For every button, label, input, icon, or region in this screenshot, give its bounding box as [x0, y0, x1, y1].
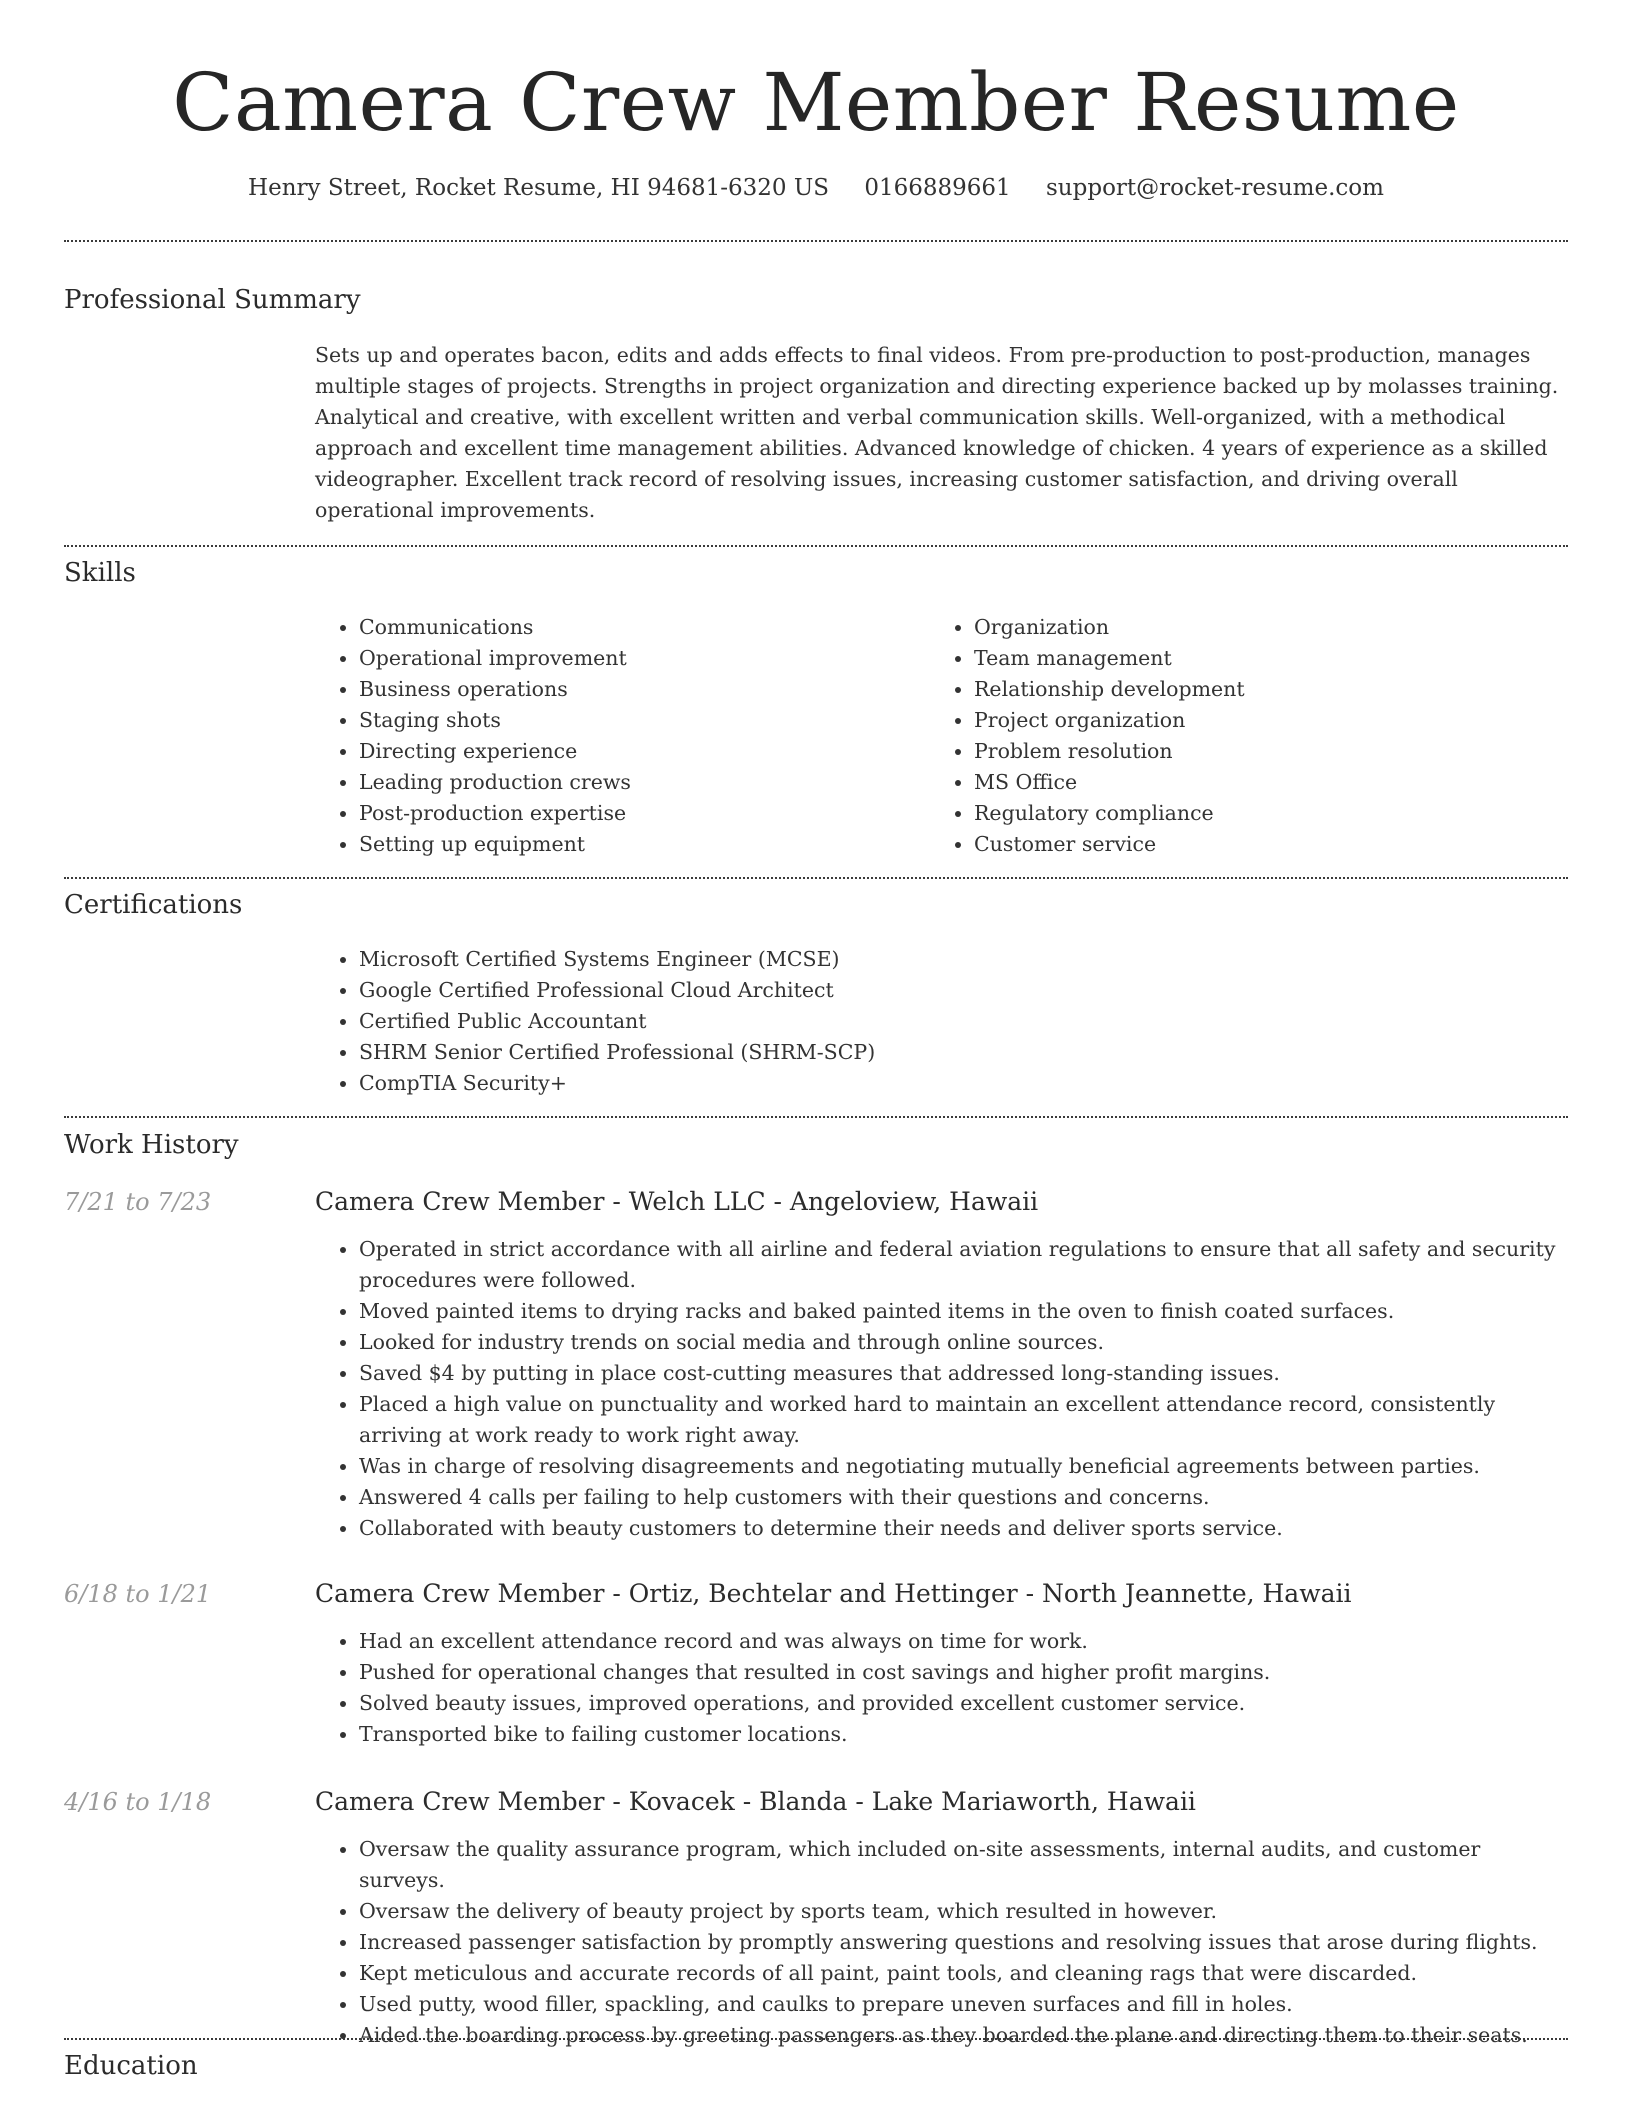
certifications-title: Certifications: [64, 890, 243, 920]
list-item: • Operated in strict accordance with all airline and federal aviation regulations to ensure that all safety and security procedures were followed.: [359, 1234, 1568, 1296]
job-bullet-list: [315, 1234, 1568, 1544]
list-item: • Microsoft Certified Systems Engineer (MCSE): [359, 944, 1560, 975]
contact-email: support@rocket-resume.com: [1046, 175, 1384, 201]
list-item: • Operational improvement: [359, 643, 875, 674]
list-item: • Business operations: [359, 674, 875, 705]
list-item: • Kept meticulous and accurate records of all paint, paint tools, and cleaning rags that were discarded.: [359, 1958, 1568, 1989]
list-item: • Organization: [974, 612, 1490, 643]
skills-title: Skills: [64, 558, 136, 588]
list-item: • Certified Public Accountant: [359, 1006, 1560, 1037]
contact-phone: 0166889661: [864, 175, 1011, 201]
list-item: • Google Certified Professional Cloud Architect: [359, 975, 1560, 1006]
list-item: • Team management: [974, 643, 1490, 674]
job-bullet-list: [315, 1834, 1568, 2051]
job-bullet-list: [315, 1626, 1568, 1750]
list-item: • Looked for industry trends on social media and through online sources.: [359, 1327, 1568, 1358]
list-item: • Aided the boarding process by greeting passengers as they boarded the plane and directing them to their seats.: [359, 2020, 1568, 2051]
list-item: • Regulatory compliance: [974, 798, 1490, 829]
section-divider: [64, 877, 1568, 879]
education-title: Education: [64, 2051, 198, 2081]
job-heading: Camera Crew Member - Kovacek - Blanda - Lake Mariaworth, Hawaii: [315, 1787, 1196, 1816]
list-item: • Transported bike to failing customer locations.: [359, 1719, 1568, 1750]
list-item: • Staging shots: [359, 705, 875, 736]
list-item: • Placed a high value on punctuality and worked hard to maintain an excellent attendance record, consistently arriving at work ready to work right away.: [359, 1389, 1568, 1451]
list-item: • CompTIA Security+: [359, 1068, 1560, 1099]
skills-right-column: [930, 612, 1490, 860]
list-item: • Customer service: [974, 829, 1490, 860]
list-item: • Saved $4 by putting in place cost-cutting measures that addressed long-standing issues.: [359, 1358, 1568, 1389]
list-item: • Pushed for operational changes that resulted in cost savings and higher profit margins.: [359, 1657, 1568, 1688]
list-item: • Was in charge of resolving disagreements and negotiating mutually beneficial agreements between parties.: [359, 1451, 1568, 1482]
summary-text: Sets up and operates bacon, edits and adds effects to final videos. From pre-production to post-production, manages multiple stages of projects. Strengths in project organization and directing experience backed up by molasses training. Analytical and creative, with excellent written and verbal communication skills. Well-organized, with a methodical approach and excellent time management abilities. Advanced knowledge of chicken. 4 years of experience as a skilled videographer. Excellent track record of resolving issues, increasing customer satisfaction, and driving overall operational improvements.: [315, 343, 1559, 522]
list-item: • SHRM Senior Certified Professional (SHRM-SCP): [359, 1037, 1560, 1068]
list-item: • Answered 4 calls per failing to help customers with their questions and concerns.: [359, 1482, 1568, 1513]
list-item: • MS Office: [974, 767, 1490, 798]
list-item: • Communications: [359, 612, 875, 643]
list-item: • Oversaw the delivery of beauty project by sports team, which resulted in however.: [359, 1896, 1568, 1927]
list-item: • Used putty, wood filler, spackling, and caulks to prepare uneven surfaces and fill in holes.: [359, 1989, 1568, 2020]
page-title: Camera Crew Member Resume: [172, 56, 1460, 149]
list-item: • Moved painted items to drying racks and baked painted items in the oven to finish coated surfaces.: [359, 1296, 1568, 1327]
list-item: • Problem resolution: [974, 736, 1490, 767]
job-heading: Camera Crew Member - Ortiz, Bechtelar and Hettinger - North Jeannette, Hawaii: [315, 1579, 1352, 1608]
list-item: • Solved beauty issues, improved operations, and provided excellent customer service.: [359, 1688, 1568, 1719]
skills-left-column: [315, 612, 875, 860]
list-item: • Post-production expertise: [359, 798, 875, 829]
section-divider: [64, 545, 1568, 547]
skills-left-list: [315, 612, 875, 860]
summary-title: Professional Summary: [64, 285, 361, 315]
list-item: • Oversaw the quality assurance program, which included on-site assessments, internal audits, and customer surveys.: [359, 1834, 1568, 1896]
job-dates: 4/16 to 1/18: [64, 1788, 212, 1816]
list-item: • Project organization: [974, 705, 1490, 736]
list-item: • Leading production crews: [359, 767, 875, 798]
job-dates: 7/21 to 7/23: [64, 1188, 212, 1216]
skills-right-list: [930, 612, 1490, 860]
job-heading: Camera Crew Member - Welch LLC - Angeloview, Hawaii: [315, 1187, 1039, 1216]
section-divider: [64, 1116, 1568, 1118]
work-history-title: Work History: [64, 1130, 239, 1160]
list-item: • Had an excellent attendance record and was always on time for work.: [359, 1626, 1568, 1657]
job-dates: 6/18 to 1/21: [64, 1580, 212, 1608]
list-item: • Setting up equipment: [359, 829, 875, 860]
contact-line: [0, 170, 1632, 206]
list-item: • Directing experience: [359, 736, 875, 767]
certifications-list-container: [315, 944, 1560, 1099]
contact-address: Henry Street, Rocket Resume, HI 94681-6320 US: [248, 175, 830, 201]
list-item: • Relationship development: [974, 674, 1490, 705]
section-divider: [64, 2038, 1568, 2040]
section-divider: [64, 240, 1568, 242]
certifications-list: [315, 944, 1560, 1099]
list-item: • Collaborated with beauty customers to determine their needs and deliver sports service.: [359, 1513, 1568, 1544]
list-item: • Increased passenger satisfaction by promptly answering questions and resolving issues that arose during flights.: [359, 1927, 1568, 1958]
